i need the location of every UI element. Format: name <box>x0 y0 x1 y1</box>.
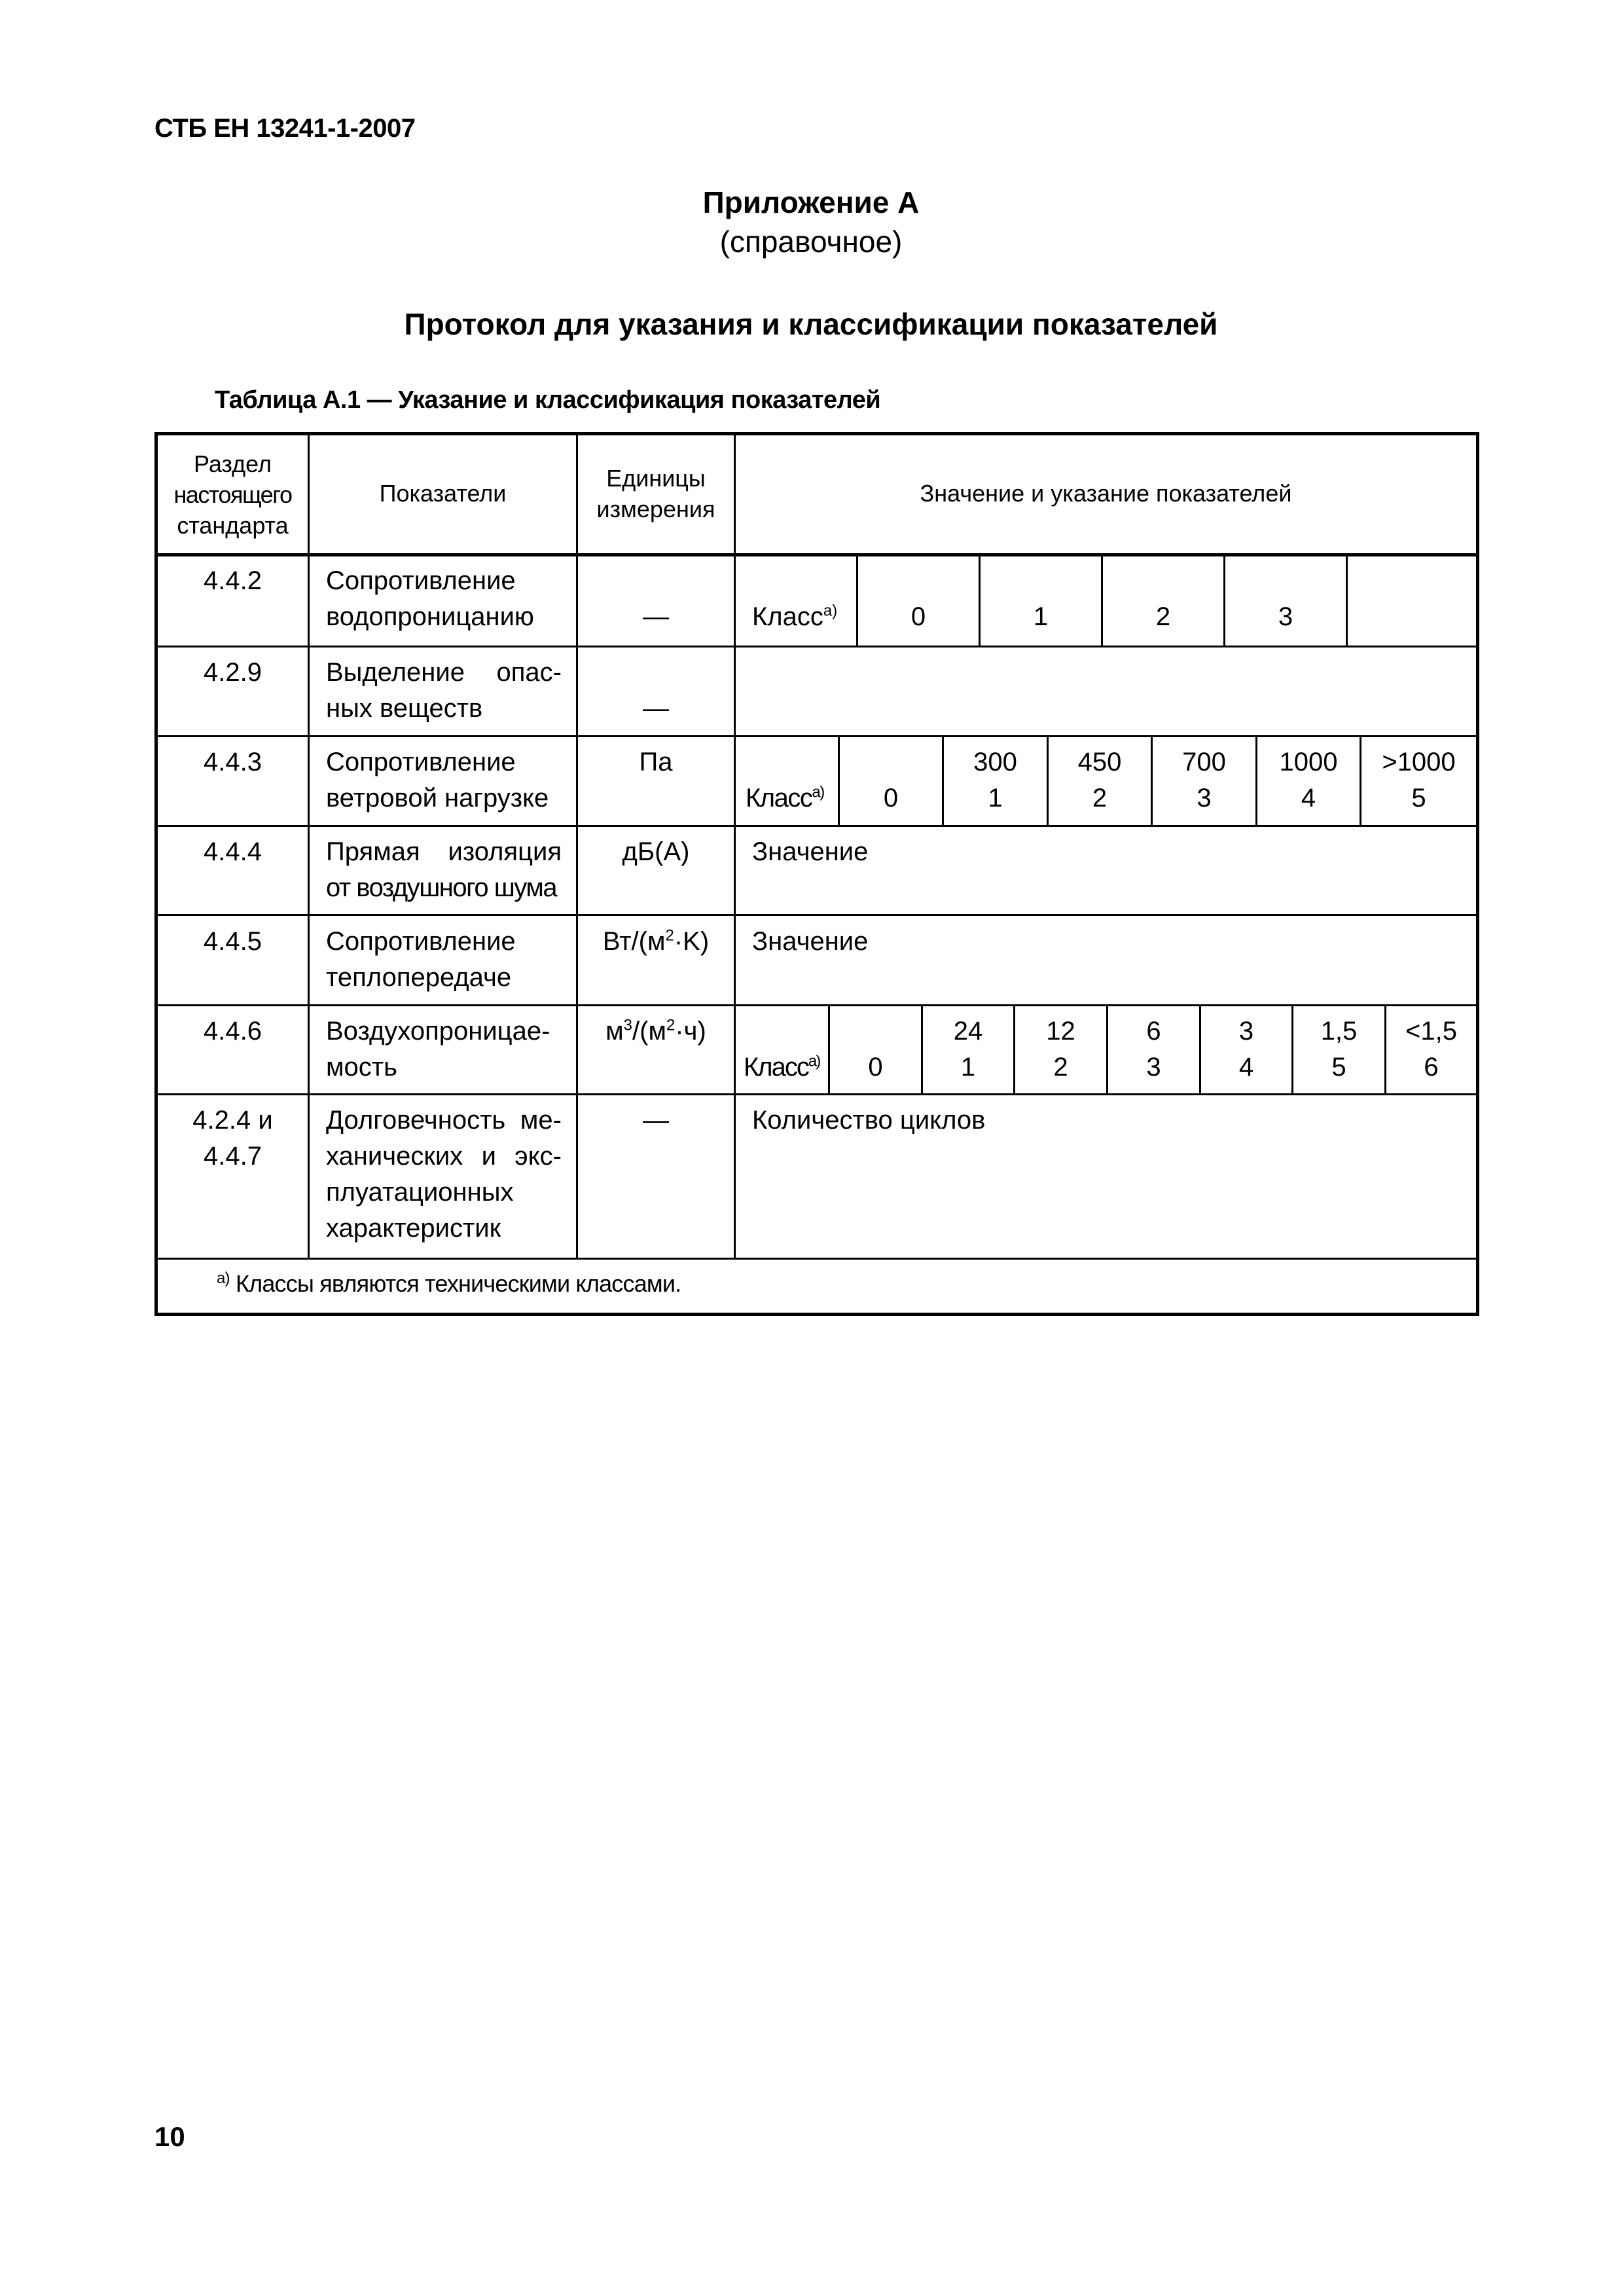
row-divider <box>158 1004 1476 1006</box>
row-indicator: Сопротивление теплопередаче <box>326 927 516 992</box>
class-label: Класс$^{а)}$ <box>752 602 838 631</box>
row-section: 4.2.4 и 4.4.7 <box>192 1106 273 1171</box>
pressure-class-cell: 700 3 <box>1182 748 1226 812</box>
class-value: 3 <box>1278 602 1293 631</box>
row-unit: $м^3/(м^2\cdot ч)$ <box>605 1016 706 1046</box>
flow-class-cell: 24 1 <box>953 1017 983 1082</box>
subcol-divider <box>1346 555 1348 646</box>
table-footnote: $^{а)}$ Классы являются техническими классами. <box>217 1269 681 1297</box>
pressure-class-cell: >1000 5 <box>1382 748 1456 812</box>
row-divider <box>158 735 1476 737</box>
row-value: Количество циклов <box>752 1106 986 1135</box>
class-label: Класс$^{а)}$ <box>746 783 824 812</box>
row-indicator: Воздухопроницае- мость <box>326 1017 550 1082</box>
row-section: 4.2.9 <box>204 658 262 687</box>
row-indicator: Долговечность ме- ханических и экс- плуатационных характеристик <box>326 1106 562 1243</box>
indicators-table <box>154 432 1479 1316</box>
section-title: Протокол для указания и классификации показателей <box>404 307 1218 341</box>
class-value: 2 <box>1155 602 1171 631</box>
row-divider <box>158 825 1476 827</box>
flow-class-cell: <1,5 6 <box>1405 1017 1457 1082</box>
table-caption: Таблица А.1 — Указание и классификация показателей <box>215 386 881 414</box>
row-unit: $Вт/(м^2\cdot K)$ <box>602 926 710 956</box>
row-unit: дБ(А) <box>622 837 690 866</box>
row-unit: — <box>643 1106 669 1135</box>
row-divider <box>158 914 1476 916</box>
flow-class-cell: 6 3 <box>1146 1017 1161 1082</box>
class-value: 0 <box>910 602 926 631</box>
row-indicator: Выделение опас- ных веществ <box>326 658 562 723</box>
pressure-class-cell: 1000 4 <box>1279 748 1338 812</box>
flow-class-cell: 12 2 <box>1046 1017 1075 1082</box>
page-number: 10 <box>154 2121 185 2152</box>
class-value: 1 <box>1033 602 1049 631</box>
col-divider <box>734 435 736 1258</box>
row-unit: — <box>643 602 669 631</box>
row-indicator: Сопротивление водопроницанию <box>326 566 534 631</box>
header-values: Значение и указание показателей <box>920 480 1292 507</box>
row-unit: Па <box>639 748 673 776</box>
row-section: 4.4.2 <box>204 566 262 595</box>
document-code: СТБ ЕН 13241-1-2007 <box>154 114 416 143</box>
pressure-class-cell: 300 1 <box>973 748 1017 812</box>
flow-class-cell: 1,5 5 <box>1320 1017 1358 1082</box>
pressure-class-cell: 450 2 <box>1077 748 1122 812</box>
col-divider <box>308 435 310 1258</box>
header-units: Единицы измерения <box>596 465 715 522</box>
row-section: 4.4.4 <box>204 837 262 866</box>
class-value: 0 <box>883 784 899 812</box>
flow-class-cell: 3 4 <box>1238 1017 1254 1082</box>
row-section: 4.4.6 <box>204 1017 262 1046</box>
header-section: Раздел настоящего стандарта <box>173 450 292 539</box>
row-divider <box>158 1093 1476 1095</box>
row-indicator: Прямая изоляция от воздушного шума <box>326 837 562 902</box>
row-section: 4.4.3 <box>204 748 262 776</box>
value-label: Значение <box>752 927 869 956</box>
annex-title: Приложение А <box>702 185 920 219</box>
row-unit: — <box>643 694 669 723</box>
row-section: 4.4.5 <box>204 927 262 956</box>
header-divider <box>158 553 1476 556</box>
class-label: Класс$^{а)}$ <box>744 1052 820 1082</box>
annex-kind: (справочное) <box>719 225 903 259</box>
row-indicator: Сопротивление ветровой нагрузке <box>326 748 549 812</box>
class-value: 0 <box>868 1053 883 1082</box>
value-label: Значение <box>752 837 869 866</box>
header-indicators: Показатели <box>379 480 507 507</box>
row-divider <box>158 646 1476 647</box>
footnote-divider <box>158 1258 1476 1260</box>
